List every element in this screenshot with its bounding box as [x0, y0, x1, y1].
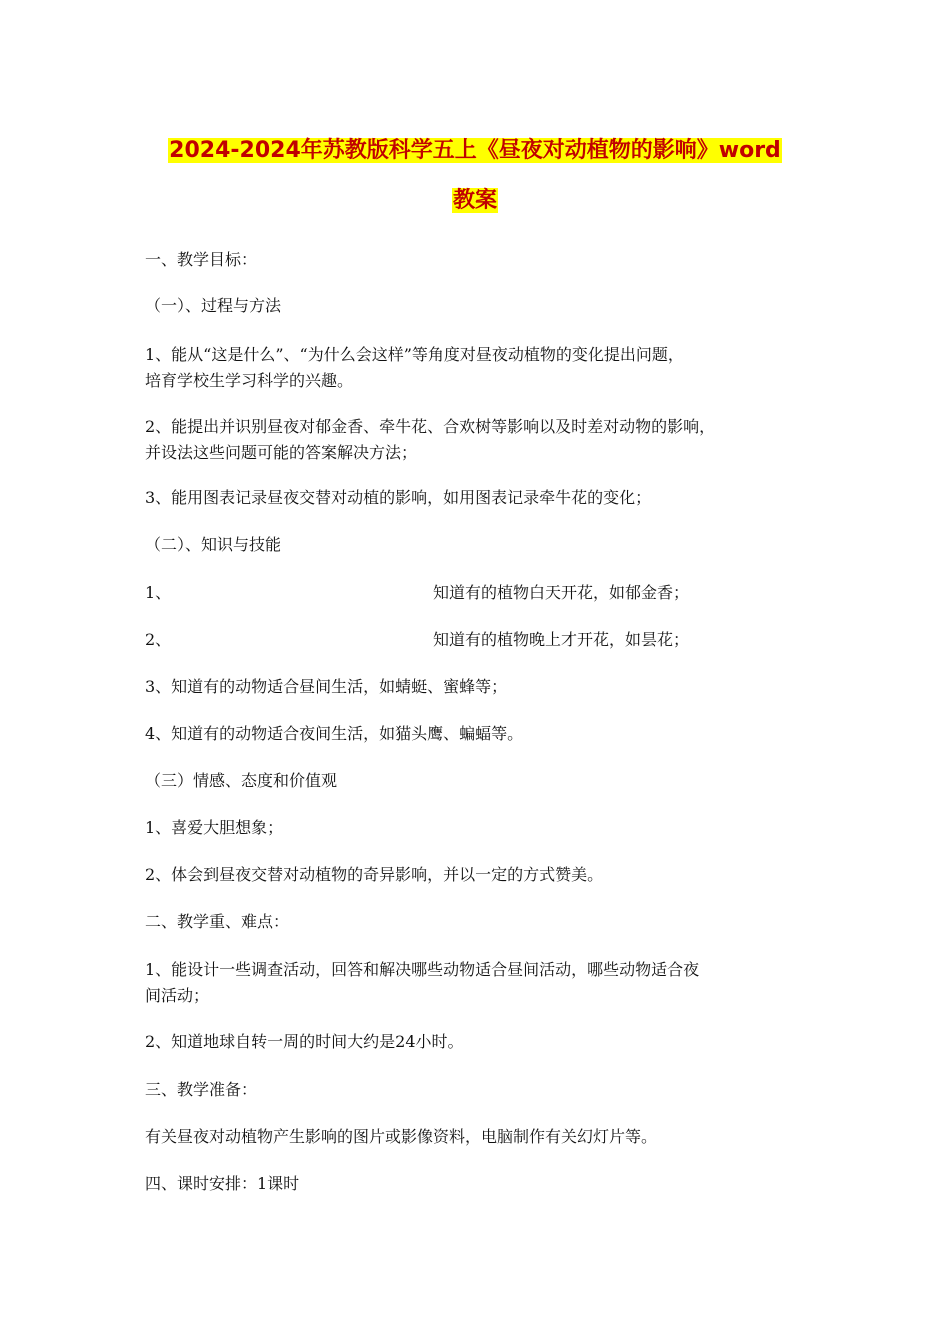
paragraph-preparation: 有关昼夜对动植物产生影响的图片或影像资料，电脑制作有关幻灯片等。	[145, 1127, 658, 1146]
subsection-heading-process: （一）、过程与方法	[145, 296, 282, 315]
document-title-line-1	[0, 136, 950, 166]
subsection-heading-knowledge: （二）、知识与技能	[145, 535, 282, 554]
section-heading-key-points: 二、教学重、难点：	[145, 912, 290, 931]
list-text: 知道有的植物白天开花，如郁金香；	[433, 583, 690, 602]
list-number: 1、	[145, 583, 172, 602]
paragraph-knowledge-1	[145, 580, 815, 606]
paragraph-knowledge-2	[145, 627, 815, 653]
paragraph-attitude-2: 2、体会到昼夜交替对动植物的奇异影响，并以一定的方式赞美。	[145, 865, 604, 884]
list-number: 2、	[145, 630, 172, 649]
title-highlight-1: 2024-2024年苏教版科学五上《昼夜对动植物的影响》word	[169, 138, 781, 163]
paragraph-key-points-1-line-2: 间活动；	[145, 986, 210, 1005]
subsection-heading-attitude: （三）情感、态度和价值观	[145, 771, 338, 790]
paragraph-process-1-line-1: 1、能从“这是什么”、“为什么会这样”等角度对昼夜动植物的变化提出问题，	[145, 345, 684, 364]
paragraph-attitude-1: 1、喜爱大胆想象；	[145, 818, 284, 837]
section-heading-preparation: 三、教学准备：	[145, 1080, 258, 1099]
title-highlight-2: 教案	[452, 188, 497, 213]
section-heading-schedule: 四、课时安排：1课时	[145, 1174, 300, 1193]
section-heading-objectives: 一、教学目标：	[145, 250, 258, 269]
paragraph-process-2-line-2: 并设法这些问题可能的答案解决方法；	[145, 443, 418, 462]
paragraph-key-points-2: 2、知道地球自转一周的时间大约是24小时。	[145, 1032, 464, 1051]
paragraph-key-points-1-line-1: 1、能设计一些调查活动，回答和解决哪些动物适合昼间活动，哪些动物适合夜	[145, 960, 700, 979]
paragraph-knowledge-3: 3、知道有的动物适合昼间生活，如蜻蜓、蜜蜂等；	[145, 677, 508, 696]
paragraph-process-2-line-1: 2、能提出并识别昼夜对郁金香、牵牛花、合欢树等影响以及时差对动物的影响，	[145, 417, 716, 436]
list-text: 知道有的植物晚上才开花，如昙花；	[433, 630, 690, 649]
paragraph-process-1-line-2: 培育学校生学习科学的兴趣。	[145, 371, 354, 390]
paragraph-process-3: 3、能用图表记录昼夜交替对动植的影响，如用图表记录牵牛花的变化；	[145, 488, 652, 507]
paragraph-knowledge-4: 4、知道有的动物适合夜间生活，如猫头鹰、蝙蝠等。	[145, 724, 524, 743]
document-title-line-2	[0, 186, 950, 216]
